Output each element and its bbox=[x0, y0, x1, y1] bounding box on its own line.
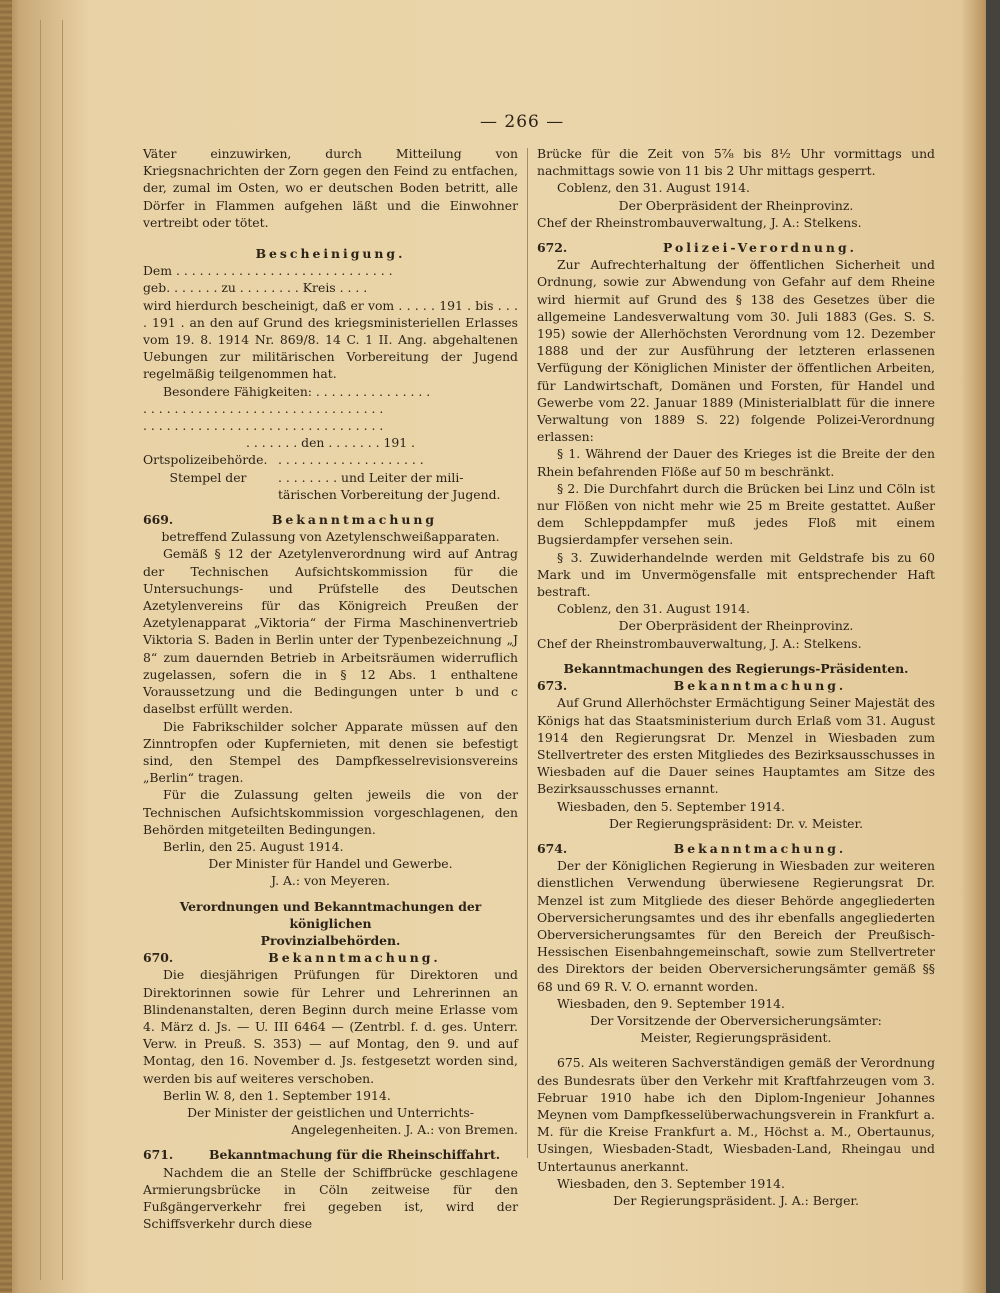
certificate-body: wird hierdurch bescheinigt, daß er vom . . . . . 191 . bis . . . . 191 . an den auf Grund des kriegsministeriellen Erlasses vom 19. 8. 1914 Nr. 869/8. 14 C. 1 II. Ang. abgehaltenen Uebungen zur militärischen Vorbereitung der Jugend regelmäßig teilgenommen hat. bbox=[143, 297, 518, 382]
column-divider bbox=[527, 148, 528, 1158]
section-title: Provinzialbehörden. bbox=[260, 932, 401, 948]
ordinance-section: § 1. Während der Dauer des Krieges ist die Breite der den Rhein befahrenden Flöße auf 50 m beschränkt. bbox=[537, 446, 935, 479]
certificate-dem-line: Dem . . . . . . . . . . . . . . . . . . . . . . . . . . . . bbox=[143, 263, 393, 279]
notice-signature: Der Oberpräsident der Rheinprovinz. bbox=[618, 197, 854, 213]
notice-673-heading bbox=[537, 677, 935, 694]
page-number: — 266 — bbox=[480, 112, 565, 132]
notice-signature-name: Angelegenheiten. J. A.: von Bremen. bbox=[291, 1122, 518, 1138]
notice-date: Berlin W. 8, den 1. September 1914. bbox=[163, 1087, 391, 1103]
page-edge-line bbox=[40, 20, 41, 1280]
certificate-authority: Ortspolizeibehörde. bbox=[143, 452, 268, 468]
notice-671-heading bbox=[143, 1146, 518, 1163]
ordinance-section: § 2. Die Durchfahrt durch die Brücken bei Linz und Cöln ist nur Flößen von nicht mehr wie 25 m Breite gestattet. Außer dem Schleppdampfer muß jedes Floß mit einem Bugsierdampfer versehen sein. bbox=[537, 480, 935, 548]
certificate-abilities: Besondere Fähigkeiten: . . . . . . . . . . . . . . . bbox=[163, 383, 431, 399]
certificate-geb-line: geb. . . . . . . zu . . . . . . . . Kreis . . . . bbox=[143, 280, 368, 296]
notice-signature: Der Regierungspräsident. J. A.: Berger. bbox=[613, 1192, 859, 1208]
notice-title: Bekanntmachung für die Rheinschiffahrt. bbox=[208, 1147, 501, 1163]
notice-signature-name: Chef der Rheinstrombauverwaltung, J. A.: Stelkens. bbox=[537, 635, 862, 651]
section-title: Bekanntmachungen des Regierungs-Präsidenten. bbox=[563, 660, 909, 676]
notice-title: Bekanntmachung. bbox=[673, 678, 847, 694]
notice-paragraph: Der der Königlichen Regierung in Wiesbaden zur weiteren dienstlichen Verwendung überwiesene Regierungsrat Dr. Menzel ist zum Mitgliede des dieser Behörde angegliederten Oberversicherungsamtes und des ihr ebenfalls angegliederten Oberversicherungsamtes für den Bereich der Preußisch-Hessischen Eisenbahngemeinschaft, sowie zum Stellvertreter des Direktors der beiden Oberversicherungsämter gemäß §§ 68 und 69 R. V. O. ernannt worden. bbox=[537, 858, 935, 994]
notice-paragraph: Die Fabrikschilder solcher Apparate müssen auf den Zinntropfen oder Kupfernieten, mit denen sie befestigt sind, den Stempel des Dampfkesselrevisionsvereins „Berlin“ tragen. bbox=[143, 718, 518, 786]
notice-signature-name: J. A.: von Meyeren. bbox=[271, 873, 390, 889]
notice-paragraph: Gemäß § 12 der Azetylenverordnung wird auf Antrag der Technischen Aufsichtskommission für die Untersuchungs- und Prüfstelle des Deutschen Azetylenvereins für das Königreich Preußen der Azetylenapparat „Viktoria“ der Firma Maschinenvertrieb Viktoria S. Baden in Berlin unter der Typenbezeichnung „J 8“ zum dauernden Betrieb in Arbeitsräumen widerruflich zugelassen, sofern die in § 12 Abs. 1 enthaltene Voraussetzung und die Bedingungen unter b und c daselbst erfüllt werden. bbox=[143, 546, 518, 717]
notice-date: Wiesbaden, den 9. September 1914. bbox=[557, 995, 785, 1011]
book-binding bbox=[0, 0, 12, 1293]
intro-paragraph: Väter einzuwirken, durch Mitteilung von Kriegsnachrichten der Zorn gegen den Feind zu entfachen, der, zumal im Osten, wo er deutschen Boden betritt, alle Dörfer in Flammen aufgehen läßt und die Einwohner vertreibt oder tötet. bbox=[143, 146, 518, 230]
certificate-leader-line: . . . . . . . . und Leiter der mili- bbox=[278, 469, 464, 485]
notice-title: Bekanntmachung. bbox=[673, 840, 847, 856]
notice-669-heading bbox=[143, 511, 518, 528]
notice-signature: Der Minister der geistlichen und Unterrichts- bbox=[187, 1104, 474, 1120]
notice-number: 671. bbox=[143, 1147, 174, 1163]
notice-number: 670. bbox=[143, 950, 174, 966]
notice-signature: Der Vorsitzende der Oberversicherungsämter: bbox=[590, 1012, 882, 1028]
notice-672-heading bbox=[537, 239, 935, 256]
page-edge-line bbox=[62, 20, 63, 1280]
certificate-dots-line: . . . . . . . . . . . . . . . . . . . . . . . . . . . . . . . bbox=[143, 418, 384, 434]
notice-paragraph: Auf Grund Allerhöchster Ermächtigung Seiner Majestät des Königs hat das Staatsministerium durch Erlaß vom 31. August 1914 den Regierungsrat Dr. Menzel in Wiesbaden zum Stellvertreter des ersten Mitgliedes des Bezirksausschusses in Wiesbaden auf die Dauer seines Hauptamtes am Sitze des Bezirksausschusses ernannt. bbox=[537, 695, 935, 797]
notice-number: 669. bbox=[143, 512, 174, 528]
notice-date: Coblenz, den 31. August 1914. bbox=[557, 601, 750, 617]
notice-670-heading bbox=[143, 949, 518, 966]
notice-date: Coblenz, den 31. August 1914. bbox=[557, 180, 750, 196]
notice-number: 673. bbox=[537, 678, 568, 694]
certificate-date-line: . . . . . . . den . . . . . . . 191 . bbox=[246, 435, 415, 451]
notice-number: 674. bbox=[537, 840, 568, 856]
ordinance-section: § 3. Zuwiderhandelnde werden mit Geldstrafe bis zu 60 Mark und im Unvermögensfalle mit entsprechender Haft bestraft. bbox=[537, 549, 935, 600]
notice-674-heading bbox=[537, 840, 935, 857]
notice-number: 672. bbox=[537, 240, 568, 256]
certificate-leader-title: tärischen Vorbereitung der Jugend. bbox=[278, 486, 501, 502]
notice-signature: Der Minister für Handel und Gewerbe. bbox=[208, 856, 453, 872]
notice-signature-name: Meister, Regierungspräsident. bbox=[640, 1030, 832, 1046]
notice-paragraph: Für die Zulassung gelten jeweils die von der Technischen Aufsichtskommission vorgeschlagenen, den Behörden mitgeteilten Bedingungen. bbox=[143, 787, 518, 837]
notice-date: Berlin, den 25. August 1914. bbox=[163, 838, 344, 854]
notice-paragraph: Nachdem die an Stelle der Schiffbrücke geschlagene Armierungsbrücke in Cöln zeitweise für den Fußgängerverkehr frei gegeben ist, wird der Schiffsverkehr durch diese bbox=[143, 1164, 518, 1232]
notice-paragraph: Die diesjährigen Prüfungen für Direktoren und Direktorinnen sowie für Lehrer und Lehrerinnen an Blindenanstalten, deren Beginn durch meine Erlasse vom 4. März d. Js. — U. III 6464 — (Zentrbl. f. d. ges. Unterr. Verw. in Preuß. S. 353) — auf Montag, den 9. und auf Montag, den 16. November d. Js. festgesetzt worden sind, werden bis auf weiteres verschoben. bbox=[143, 967, 518, 1086]
certificate-signature-block bbox=[143, 451, 518, 503]
notice-675-paragraph: 675. Als weiteren Sachverständigen gemäß der Verordnung des Bundesrats über den Verkehr mit Kraftfahrzeugen vom 3. Februar 1910 habe ich den Diplom-Ingenieur Johannes Meynen vom Dampfkesselüberwachungsverein in Frankfurt a. M. für die Kreise Frankfurt a. M., Höchst a. M., Obertaunus, Usingen, Wiesbaden-Stadt, Wiesbaden-Land, Rheingau und Untertaunus anerkannt. bbox=[537, 1055, 935, 1174]
notice-signature: Der Regierungspräsident: Dr. v. Meister. bbox=[608, 815, 864, 831]
notice-title: Bekanntmachung bbox=[271, 512, 438, 528]
certificate-signature-dots: . . . . . . . . . . . . . . . . . . . bbox=[278, 452, 424, 468]
notice-title: Bekanntmachung. bbox=[268, 950, 441, 966]
notice-paragraph: Zur Aufrechterhaltung der öffentlichen Sicherheit und Ordnung, sowie zur Abwendung von Gefahr auf dem Rheine wird hiermit auf Grund des § 138 des Gesetzes über die allgemeine Landesverwaltung vom 30. Juli 1883 (Ges. S. S. 195) sowie der Allerhöchsten Verordnung vom 12. Dezember 1888 und der zur Ausführung der letzteren erlassenen Verfügung der Königlichen Minister der öffentlichen Arbeiten, für Landwirtschaft, Domänen und Forsten, für Handel und Gewerbe vom 22. Januar 1889 (Ministerialblatt für die innere Verwaltung von 1889 S. 22) folgende Polizei-Verordnung erlassen: bbox=[537, 257, 935, 445]
notice-signature-name: Chef der Rheinstrombauverwaltung, J. A.: Stelkens. bbox=[537, 214, 862, 230]
notice-date: Wiesbaden, den 3. September 1914. bbox=[557, 1175, 785, 1191]
left-column bbox=[143, 145, 518, 1232]
notice-title: Polizei-Verordnung. bbox=[663, 240, 857, 256]
certificate-dots-line: . . . . . . . . . . . . . . . . . . . . . . . . . . . . . . . bbox=[143, 400, 384, 416]
cover-edge bbox=[986, 0, 1000, 1293]
notice-date: Wiesbaden, den 5. September 1914. bbox=[557, 798, 785, 814]
notice-signature: Der Oberpräsident der Rheinprovinz. bbox=[618, 618, 854, 634]
certificate-stamp-label: Stempel der bbox=[169, 469, 247, 485]
section-title: Verordnungen und Bekanntmachungen der königlichen bbox=[179, 898, 482, 931]
continued-paragraph: Brücke für die Zeit von 5⅞ bis 8½ Uhr vormittags und nachmittags sowie von 11 bis 2 Uhr mittags gesperrt. bbox=[537, 146, 935, 179]
notice-subtitle: betreffend Zulassung von Azetylenschweißapparaten. bbox=[161, 529, 500, 545]
certificate-title: Bescheinigung. bbox=[255, 246, 406, 262]
right-column bbox=[537, 145, 935, 1209]
